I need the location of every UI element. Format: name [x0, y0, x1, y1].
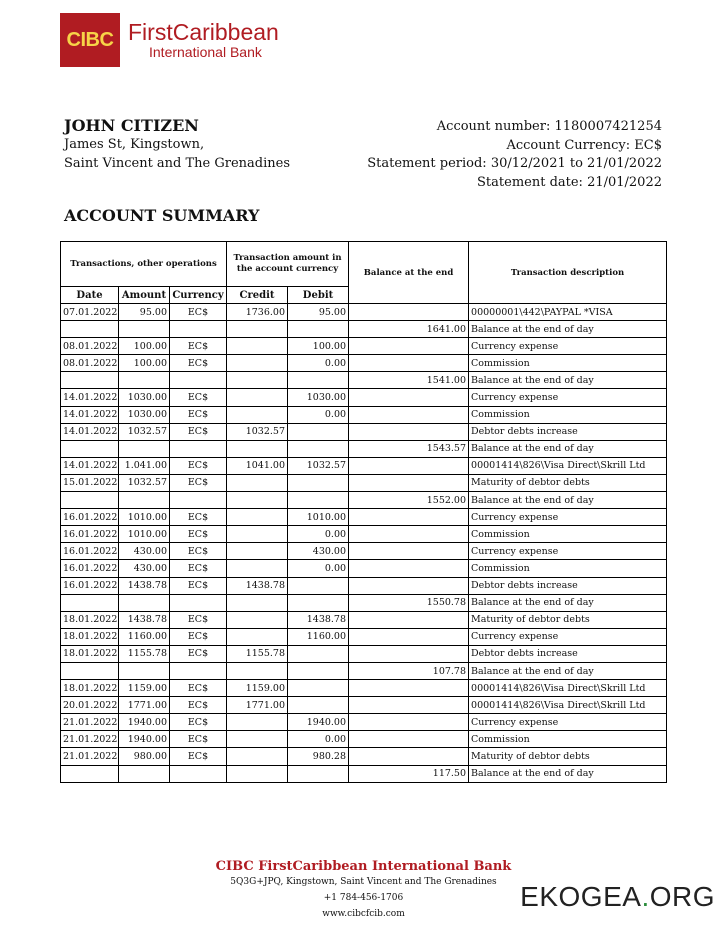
cell-date: 16.01.2022 [61, 509, 119, 526]
cell-debit [288, 662, 349, 679]
cell-amount: 1155.78 [119, 645, 170, 662]
cell-description: Balance at the end of day [469, 594, 667, 611]
cell-credit [227, 594, 288, 611]
cell-date [61, 440, 119, 457]
table-row [61, 645, 667, 662]
footer-address: 5Q3G+JPQ, Kingstown, Saint Vincent and The Grenadines [230, 877, 497, 887]
table-row [61, 389, 667, 406]
table-row [61, 662, 667, 679]
table-row [61, 509, 667, 526]
cell-debit [288, 440, 349, 457]
summary-title: ACCOUNT SUMMARY [64, 206, 260, 225]
cell-credit [227, 338, 288, 355]
customer-address-line1: James St, Kingstown, [64, 137, 205, 152]
cell-debit [288, 765, 349, 782]
cell-currency: EC$ [170, 474, 227, 491]
cell-date: 14.01.2022 [61, 389, 119, 406]
customer-address-line2: Saint Vincent and The Grenadines [64, 155, 291, 171]
table-row [61, 577, 667, 594]
cell-currency: EC$ [170, 680, 227, 697]
cell-description: Debtor debts increase [469, 577, 667, 594]
cell-credit: 1041.00 [227, 457, 288, 474]
table-row [61, 406, 667, 423]
footer-website: www.cibcfcib.com [322, 909, 405, 919]
cell-debit [288, 492, 349, 509]
cell-debit: 0.00 [288, 526, 349, 543]
statement-table [60, 241, 667, 783]
cell-date [61, 594, 119, 611]
cell-debit [288, 594, 349, 611]
statement-rows [61, 304, 667, 783]
cell-description: 00001414\826\Visa Direct\Skrill Ltd [469, 457, 667, 474]
cell-credit: 1155.78 [227, 645, 288, 662]
cell-currency: EC$ [170, 355, 227, 372]
table-row [61, 543, 667, 560]
cell-description: 00000001\442\PAYPAL *VISA [469, 304, 667, 321]
cell-description: Debtor debts increase [469, 645, 667, 662]
cell-debit: 1438.78 [288, 611, 349, 628]
cell-credit [227, 628, 288, 645]
cell-amount: 1032.57 [119, 423, 170, 440]
cell-date: 20.01.2022 [61, 697, 119, 714]
cell-date: 16.01.2022 [61, 560, 119, 577]
cell-balance [349, 560, 469, 577]
footer-phone: +1 784-456-1706 [323, 893, 404, 903]
footer-bank-name: CIBC FirstCaribbean International Bank [215, 859, 512, 874]
cell-credit [227, 406, 288, 423]
statement-date: Statement date: 21/01/2022 [477, 174, 662, 190]
header-description: Transaction description [469, 242, 667, 304]
cell-debit: 0.00 [288, 731, 349, 748]
header-currency: Currency [170, 287, 227, 304]
cell-description: Maturity of debtor debts [469, 474, 667, 491]
cell-debit: 100.00 [288, 338, 349, 355]
cell-balance [349, 611, 469, 628]
cell-debit [288, 577, 349, 594]
cell-date: 08.01.2022 [61, 355, 119, 372]
cell-date: 18.01.2022 [61, 628, 119, 645]
cell-credit [227, 355, 288, 372]
cell-debit [288, 645, 349, 662]
cell-credit [227, 440, 288, 457]
cell-debit: 980.28 [288, 748, 349, 765]
cell-description: Maturity of debtor debts [469, 748, 667, 765]
cell-description: Currency expense [469, 509, 667, 526]
cell-currency: EC$ [170, 526, 227, 543]
cell-description: Currency expense [469, 628, 667, 645]
cell-debit [288, 423, 349, 440]
bank-logo [60, 13, 279, 67]
account-number: Account number: 1180007421254 [436, 119, 662, 134]
cell-date: 14.01.2022 [61, 457, 119, 474]
table-row [61, 457, 667, 474]
cell-credit [227, 543, 288, 560]
cell-description: Currency expense [469, 714, 667, 731]
cell-currency: EC$ [170, 577, 227, 594]
cell-currency: EC$ [170, 304, 227, 321]
cell-amount [119, 594, 170, 611]
account-currency: Account Currency: EC$ [506, 137, 662, 153]
table-row [61, 560, 667, 577]
cell-amount: 1771.00 [119, 697, 170, 714]
header-balance: Balance at the end [349, 242, 469, 304]
logo-text [128, 20, 279, 60]
header-debit: Debit [288, 287, 349, 304]
cell-currency: EC$ [170, 714, 227, 731]
table-row [61, 338, 667, 355]
cell-amount: 1438.78 [119, 611, 170, 628]
cell-date [61, 492, 119, 509]
header-transactions: Transactions, other operations [61, 242, 227, 287]
header-amount-group: Transaction amount in the account currency [227, 242, 349, 287]
cell-credit: 1438.78 [227, 577, 288, 594]
cell-amount [119, 321, 170, 338]
customer-block [64, 116, 290, 173]
cell-date: 07.01.2022 [61, 304, 119, 321]
cell-credit: 1159.00 [227, 680, 288, 697]
cell-currency: EC$ [170, 697, 227, 714]
cell-currency: EC$ [170, 611, 227, 628]
cell-date: 18.01.2022 [61, 645, 119, 662]
cell-balance: 1541.00 [349, 372, 469, 389]
cell-debit: 0.00 [288, 560, 349, 577]
table-row [61, 440, 667, 457]
cell-debit: 1030.00 [288, 389, 349, 406]
cell-balance [349, 304, 469, 321]
cell-currency: EC$ [170, 543, 227, 560]
cell-balance [349, 457, 469, 474]
cell-balance: 1552.00 [349, 492, 469, 509]
cell-balance [349, 680, 469, 697]
cell-balance [349, 355, 469, 372]
table-row [61, 474, 667, 491]
cell-debit: 1010.00 [288, 509, 349, 526]
cell-amount: 1010.00 [119, 509, 170, 526]
cell-debit: 0.00 [288, 406, 349, 423]
table-row [61, 594, 667, 611]
cell-date: 08.01.2022 [61, 338, 119, 355]
cell-balance [349, 645, 469, 662]
cell-currency: EC$ [170, 748, 227, 765]
cell-currency: EC$ [170, 509, 227, 526]
cell-date [61, 765, 119, 782]
cell-balance: 107.78 [349, 662, 469, 679]
cell-currency: EC$ [170, 628, 227, 645]
logo-sub-text: International Bank [149, 44, 262, 60]
cell-balance [349, 526, 469, 543]
cell-credit [227, 526, 288, 543]
cell-debit: 0.00 [288, 355, 349, 372]
cell-credit [227, 748, 288, 765]
statement-period: Statement period: 30/12/2021 to 21/01/2022 [367, 156, 662, 171]
cell-amount [119, 440, 170, 457]
cell-amount: 1438.78 [119, 577, 170, 594]
cell-credit [227, 321, 288, 338]
cell-credit [227, 611, 288, 628]
table-row [61, 321, 667, 338]
cell-debit: 95.00 [288, 304, 349, 321]
table-row [61, 680, 667, 697]
cell-balance [349, 543, 469, 560]
cell-description: Commission [469, 355, 667, 372]
cell-credit [227, 731, 288, 748]
cell-credit: 1736.00 [227, 304, 288, 321]
cell-debit: 1940.00 [288, 714, 349, 731]
cell-debit [288, 474, 349, 491]
cell-credit [227, 560, 288, 577]
cell-credit [227, 714, 288, 731]
cell-balance [349, 338, 469, 355]
cell-date [61, 321, 119, 338]
cell-date: 16.01.2022 [61, 577, 119, 594]
table-row [61, 423, 667, 440]
cell-amount: 1032.57 [119, 474, 170, 491]
table-row [61, 611, 667, 628]
watermark-dot: . [641, 881, 650, 912]
header-amount: Amount [119, 287, 170, 304]
cell-amount: 430.00 [119, 543, 170, 560]
cell-description: 00001414\826\Visa Direct\Skrill Ltd [469, 680, 667, 697]
cell-currency: EC$ [170, 338, 227, 355]
table-row [61, 372, 667, 389]
cell-currency: EC$ [170, 645, 227, 662]
cell-debit [288, 697, 349, 714]
cell-amount: 1160.00 [119, 628, 170, 645]
cell-currency [170, 321, 227, 338]
cell-amount: 1940.00 [119, 714, 170, 731]
cell-amount [119, 372, 170, 389]
cell-debit: 1160.00 [288, 628, 349, 645]
cell-date: 15.01.2022 [61, 474, 119, 491]
cell-balance [349, 748, 469, 765]
cell-description: Balance at the end of day [469, 372, 667, 389]
cell-description: Currency expense [469, 338, 667, 355]
cell-date: 16.01.2022 [61, 526, 119, 543]
cell-credit [227, 492, 288, 509]
cell-amount: 1010.00 [119, 526, 170, 543]
cell-currency [170, 492, 227, 509]
cell-date: 18.01.2022 [61, 611, 119, 628]
cell-balance [349, 406, 469, 423]
cell-amount: 430.00 [119, 560, 170, 577]
cell-balance [349, 731, 469, 748]
cell-balance: 1641.00 [349, 321, 469, 338]
cell-debit [288, 680, 349, 697]
cell-balance [349, 509, 469, 526]
cell-amount: 1030.00 [119, 389, 170, 406]
cell-credit: 1032.57 [227, 423, 288, 440]
cell-amount: 1940.00 [119, 731, 170, 748]
cell-amount: 100.00 [119, 338, 170, 355]
cell-credit [227, 389, 288, 406]
cell-description: Balance at the end of day [469, 321, 667, 338]
cell-description: Balance at the end of day [469, 662, 667, 679]
cell-description: Commission [469, 560, 667, 577]
cell-description: Debtor debts increase [469, 423, 667, 440]
cibc-logo-box: CIBC [60, 13, 120, 67]
cell-currency [170, 440, 227, 457]
watermark-part1: EKOGEA [520, 881, 642, 912]
table-row [61, 492, 667, 509]
cell-amount: 980.00 [119, 748, 170, 765]
cell-credit [227, 509, 288, 526]
logo-main-text: FirstCaribbean [128, 19, 279, 45]
cell-date: 21.01.2022 [61, 714, 119, 731]
cell-credit [227, 372, 288, 389]
cell-currency [170, 765, 227, 782]
cell-currency: EC$ [170, 406, 227, 423]
cell-currency: EC$ [170, 423, 227, 440]
cell-description: Balance at the end of day [469, 492, 667, 509]
customer-name: JOHN CITIZEN [64, 116, 199, 135]
cell-description: Commission [469, 406, 667, 423]
cell-description: Balance at the end of day [469, 440, 667, 457]
cell-credit [227, 474, 288, 491]
cell-credit [227, 765, 288, 782]
header-credit: Credit [227, 287, 288, 304]
cell-currency: EC$ [170, 560, 227, 577]
cell-amount: 1159.00 [119, 680, 170, 697]
cell-amount [119, 765, 170, 782]
cell-date: 14.01.2022 [61, 406, 119, 423]
cell-currency [170, 662, 227, 679]
table-row [61, 355, 667, 372]
cell-description: Commission [469, 526, 667, 543]
cell-description: 00001414\826\Visa Direct\Skrill Ltd [469, 697, 667, 714]
cell-amount: 1030.00 [119, 406, 170, 423]
cell-date [61, 372, 119, 389]
header-date: Date [61, 287, 119, 304]
cell-description: Maturity of debtor debts [469, 611, 667, 628]
cell-balance: 117.50 [349, 765, 469, 782]
watermark-part2: ORG [649, 881, 715, 912]
cell-amount: 95.00 [119, 304, 170, 321]
table-row [61, 748, 667, 765]
cell-balance [349, 423, 469, 440]
table-row [61, 697, 667, 714]
cell-currency: EC$ [170, 457, 227, 474]
cell-date: 18.01.2022 [61, 680, 119, 697]
cell-balance [349, 577, 469, 594]
cell-credit [227, 662, 288, 679]
cell-debit [288, 372, 349, 389]
cell-currency: EC$ [170, 731, 227, 748]
cell-amount [119, 662, 170, 679]
account-info-block [367, 118, 662, 192]
cell-currency: EC$ [170, 389, 227, 406]
cell-balance [349, 389, 469, 406]
cell-balance: 1550.78 [349, 594, 469, 611]
table-row [61, 304, 667, 321]
cell-description: Currency expense [469, 543, 667, 560]
table-row [61, 765, 667, 782]
cell-currency [170, 594, 227, 611]
cell-balance [349, 474, 469, 491]
cell-balance [349, 628, 469, 645]
table-row [61, 526, 667, 543]
cell-date: 21.01.2022 [61, 748, 119, 765]
table-row [61, 628, 667, 645]
watermark [520, 881, 715, 913]
table-row [61, 714, 667, 731]
cell-balance [349, 714, 469, 731]
cell-amount [119, 492, 170, 509]
cell-date: 21.01.2022 [61, 731, 119, 748]
cell-amount: 1.041.00 [119, 457, 170, 474]
table-row [61, 731, 667, 748]
cell-date: 16.01.2022 [61, 543, 119, 560]
cell-description: Commission [469, 731, 667, 748]
cell-debit: 430.00 [288, 543, 349, 560]
cell-debit [288, 321, 349, 338]
cell-date [61, 662, 119, 679]
cell-credit: 1771.00 [227, 697, 288, 714]
cell-date: 14.01.2022 [61, 423, 119, 440]
cell-debit: 1032.57 [288, 457, 349, 474]
cell-description: Balance at the end of day [469, 765, 667, 782]
cell-currency [170, 372, 227, 389]
cell-balance: 1543.57 [349, 440, 469, 457]
cell-balance [349, 697, 469, 714]
cell-amount: 100.00 [119, 355, 170, 372]
cell-description: Currency expense [469, 389, 667, 406]
